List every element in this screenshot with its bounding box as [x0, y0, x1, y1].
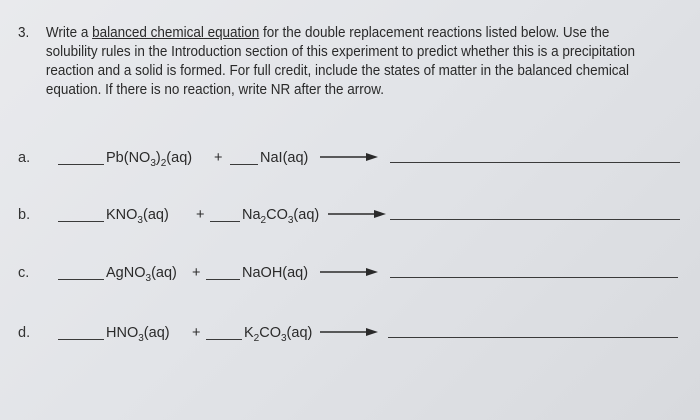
reaction-row-b	[18, 205, 678, 227]
question-number: 3.	[18, 25, 30, 41]
plus-sign: +	[192, 265, 201, 281]
coefficient-blank-1[interactable]	[58, 263, 104, 280]
coefficient-blank-1[interactable]	[58, 205, 104, 222]
formula-part: HNO	[106, 325, 139, 341]
coefficient-blank-1[interactable]	[58, 148, 104, 165]
product-answer-line[interactable]	[390, 148, 680, 163]
formula-part: NaOH(aq)	[242, 265, 309, 281]
reaction-arrow-icon	[320, 326, 380, 338]
reactant-2-formula	[244, 325, 313, 344]
reaction-row-d	[18, 323, 678, 345]
reactant-1-formula	[106, 265, 177, 284]
instruction-line-1	[46, 24, 678, 43]
formula-part: K	[244, 325, 254, 341]
reactant-2-formula	[242, 207, 320, 226]
formula-part: (aq)	[142, 207, 169, 223]
formula-part: (aq)	[286, 325, 313, 341]
formula-subscript: 3	[138, 332, 144, 344]
formula-subscript: 2	[253, 332, 260, 344]
formula-subscript: 2	[160, 157, 167, 169]
coefficient-blank-2[interactable]	[230, 148, 258, 165]
formula-subscript: 3	[280, 332, 287, 344]
formula-part: (aq)	[293, 207, 320, 223]
reaction-letter: b.	[18, 207, 31, 223]
reactant-2-formula	[242, 265, 308, 281]
instruction-line-1-pre: Write a	[45, 25, 93, 41]
reaction-row-c	[18, 263, 678, 285]
instruction-underlined-phrase: balanced chemical equation	[92, 25, 260, 41]
formula-subscript: 3	[137, 214, 143, 226]
formula-part: CO	[259, 325, 281, 341]
formula-part: KNO	[106, 207, 138, 223]
instruction-line-3: reaction and a solid is formed. For full credit, include the states of matter in the balanced chemical	[45, 63, 630, 79]
reactant-2-formula	[260, 150, 308, 166]
formula-part: AgNO	[106, 265, 146, 281]
reactant-1-formula	[106, 150, 193, 169]
product-answer-line[interactable]	[388, 323, 678, 338]
formula-part: (aq)	[151, 265, 177, 281]
coefficient-blank-2[interactable]	[206, 323, 242, 340]
formula-part: (aq)	[166, 150, 193, 166]
plus-sign: +	[214, 150, 223, 166]
instruction-line-1-post: for the double replacement reactions listed below. Use the	[259, 25, 610, 41]
formula-part: (aq)	[143, 325, 170, 341]
formula-part: Pb(NO	[106, 150, 151, 166]
coefficient-blank-1[interactable]	[58, 323, 104, 340]
reaction-letter: d.	[18, 325, 31, 341]
instruction-line-2: solubility rules in the Introduction section of this experiment to predict whether this is a precipitation	[45, 44, 636, 60]
formula-part: CO	[266, 207, 288, 223]
product-answer-line[interactable]	[390, 263, 678, 278]
reaction-arrow-icon	[328, 208, 388, 220]
product-answer-line[interactable]	[390, 205, 680, 220]
plus-sign: +	[196, 207, 205, 223]
plus-sign: +	[192, 325, 201, 341]
formula-subscript: 3	[145, 272, 152, 284]
coefficient-blank-2[interactable]	[210, 205, 240, 222]
formula-subscript: 3	[287, 214, 294, 226]
formula-part: Na	[242, 207, 261, 223]
reaction-arrow-icon	[320, 266, 380, 278]
reaction-letter: c.	[18, 265, 30, 281]
formula-part: NaI(aq)	[260, 150, 309, 166]
instruction-line-4: equation. If there is no reaction, write NR after the arrow.	[45, 82, 384, 98]
question-instructions	[46, 24, 678, 100]
reaction-letter: a.	[18, 150, 31, 166]
reaction-arrow-icon	[320, 151, 380, 163]
coefficient-blank-2[interactable]	[206, 263, 240, 280]
reaction-row-a	[18, 148, 678, 170]
formula-part: )	[155, 150, 161, 166]
formula-subscript: 3	[150, 157, 156, 169]
reactant-1-formula	[106, 325, 170, 344]
formula-subscript: 2	[260, 214, 267, 226]
reactant-1-formula	[106, 207, 169, 226]
